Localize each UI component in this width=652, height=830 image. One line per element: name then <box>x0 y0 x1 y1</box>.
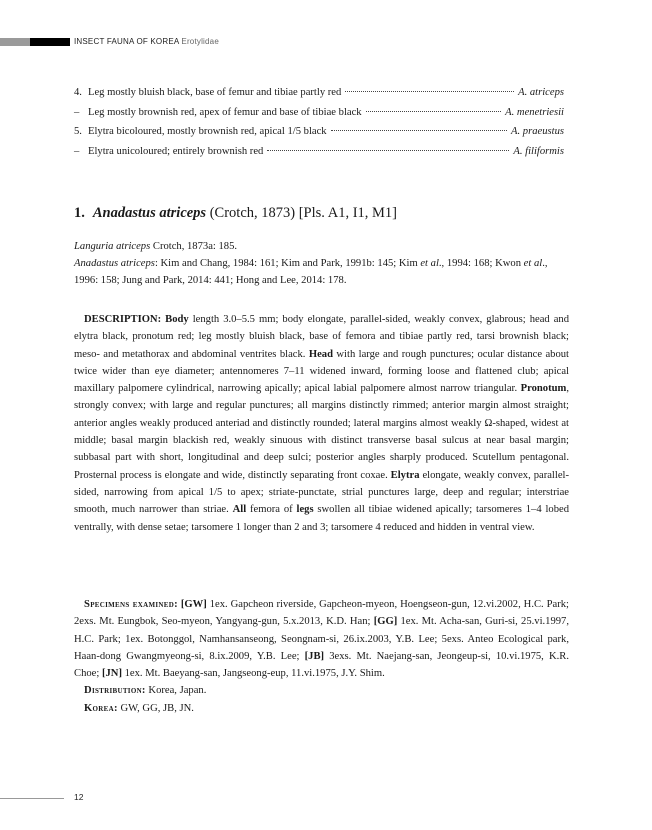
key-text: Elytra bicoloured, mostly brownish red, apical 1/5 black <box>88 126 327 137</box>
distribution-label: Distribution: <box>84 685 146 696</box>
synonym-reference: ., 1994: 168; Kwon <box>438 258 524 269</box>
head-label: Head <box>308 348 333 360</box>
key-leader <box>267 150 509 151</box>
key-couplet <box>74 126 564 146</box>
korea-line <box>84 703 194 714</box>
description-paragraph <box>74 311 569 536</box>
specimen-records: 3exs. Mt. Naejang-san, Jeongeup-si, 10.vi.1975, K.R. Choe; <box>74 650 569 680</box>
head-text: with large and rough punctures; ocular distance about twice wider than eye diameter; antennomeres 7–11 widened inward, forming loose and flattened club; apical maxillary palpomere cylindrical, narrowing apically; apical labial palpomere almost narrow triangular. <box>74 348 569 395</box>
identification-key <box>74 87 564 165</box>
all-label: All <box>232 504 247 516</box>
key-result: A. atriceps <box>518 87 564 98</box>
legs-text: swollen all tibiae widened apically; tarsomeres 1–4 lobed ventrally, with dense setae; tarsomere 1 longer than 2 and 3; tarsomere 4 reduced and hidden in ventral view. <box>74 504 569 533</box>
synonym-name: Anadastus atriceps <box>74 258 155 269</box>
key-leader <box>345 91 514 92</box>
synonym-reference: ., 1996: 158; Jung and Park, 2014: 441; Hong and Lee, 2014: 178. <box>74 258 548 286</box>
distribution-text: Korea, Japan. <box>145 685 207 696</box>
region-code: [JN] <box>101 668 122 680</box>
synonymy-entry <box>74 255 569 289</box>
key-text: Elytra unicoloured; entirely brownish red <box>88 145 264 157</box>
description-label: DESCRIPTION: <box>84 314 162 325</box>
specimens-paragraph <box>74 596 569 682</box>
key-number: – <box>74 145 80 157</box>
specimen-records: 1ex. Mt. Acha-san, Guri-si, 25.vi.1997, H.C. Park; 1ex. Botonggol, Namhansanseong, Seongnam-si, 26.ix.2003, Y.B. Lee; 5exs. Anteo Ecological park, Haan-dong Gwangmyeong-si, 8.ix.2009, Y.B. Lee; <box>74 616 569 662</box>
key-leader <box>331 130 507 131</box>
synonymy-entry <box>74 238 569 255</box>
key-couplet <box>74 146 564 166</box>
species-number: 1. <box>74 205 85 221</box>
region-code: [GW] <box>180 599 207 610</box>
key-text: Leg mostly bluish black, base of femur and tibiae partly red <box>88 87 342 98</box>
korea-text: GW, GG, JB, JN. <box>117 703 194 714</box>
et-al: et al <box>420 258 439 269</box>
key-couplet <box>74 87 564 107</box>
elytra-text: elongate, weakly convex, parallel-sided, narrowing from apical 1/5 to apex; striate-punctate, strial punctures large, deep and regular; interstriae smooth, much narrower than striae. <box>74 469 569 516</box>
footer-rule <box>0 798 64 799</box>
elytra-label: Elytra <box>390 469 420 481</box>
korea-label: Korea: <box>84 703 118 714</box>
species-authority: (Crotch, 1873) [Pls. A1, I1, M1] <box>209 205 398 221</box>
synonym-reference: Crotch, 1873a: 185. <box>150 241 238 252</box>
distribution-line <box>84 685 206 696</box>
pronotum-text: , strongly convex; with large and regular punctures; all margins distinctly rimmed; anterior margin almost straight; anterior angles weakly produced anteriad and distinctly rounded; lateral margins almost weakly Ω-shaped, widest at middle; basal margin blackish red, weakly sinuous with distinct transverse basal sulcus at near basal margin; subbasal part with short, longitudinal and deep sulci; posterior angles sharply produced. Scutellum pentagonal. Prosternal process is elongate and wide, distinctly separating front coxae. <box>74 383 569 481</box>
specimen-records: 1ex. Mt. Baeyang-san, Jangseong-eup, 11.vi.1975, J.Y. Shim. <box>121 668 385 680</box>
header-bar-grey <box>0 38 30 46</box>
synonymy-block <box>74 238 569 289</box>
key-couplet <box>74 107 564 127</box>
series-title: INSECT FAUNA OF KOREA <box>74 37 179 46</box>
key-leader <box>366 111 502 112</box>
all-text: femora of <box>246 504 297 516</box>
key-number: – <box>74 106 80 118</box>
key-result: A. filiformis <box>513 145 564 157</box>
page-number: 12 <box>74 792 84 802</box>
region-code: [JB] <box>304 650 325 662</box>
synonym-reference: : Kim and Chang, 1984: 161; Kim and Park, 1991b: 145; Kim <box>154 258 421 269</box>
key-number: 5. <box>74 126 82 137</box>
synonym-name: Languria atriceps <box>74 241 151 252</box>
region-code: [GG] <box>373 616 398 628</box>
et-al: et al <box>523 258 543 269</box>
key-result: A. menetriesii <box>505 106 564 118</box>
body-text: length 3.0–5.5 mm; body elongate, parallel-sided, weakly convex, glabrous; head and elytra black, pronotum red; leg mostly bluish black, base of femora and tibiae partly red, tarsi brownish black; meso- and metathorax and abdominal ventrites black. <box>74 314 569 360</box>
body-label: Body <box>165 314 189 325</box>
pronotum-label: Pronotum <box>520 383 567 395</box>
key-result: A. praeustus <box>511 126 564 137</box>
key-text: Leg mostly brownish red, apex of femur and base of tibiae black <box>88 106 362 118</box>
specimens-label: Specimens examined: <box>84 599 178 610</box>
key-number: 4. <box>74 87 82 98</box>
family-name: Erotylidae <box>181 37 219 46</box>
legs-label: legs <box>296 504 314 516</box>
running-header <box>74 37 219 46</box>
specimen-records: 1ex. Gapcheon riverside, Gapcheon-myeon, Hoengseon-gun, 12.vi.2002, H.C. Park; 2exs. Mt. Eungbok, Seo-myeon, Yangyang-gun, 5.x.2013, K.D. Han; <box>74 599 570 628</box>
species-heading <box>74 205 397 222</box>
species-name: Anadastus atriceps <box>92 205 207 221</box>
